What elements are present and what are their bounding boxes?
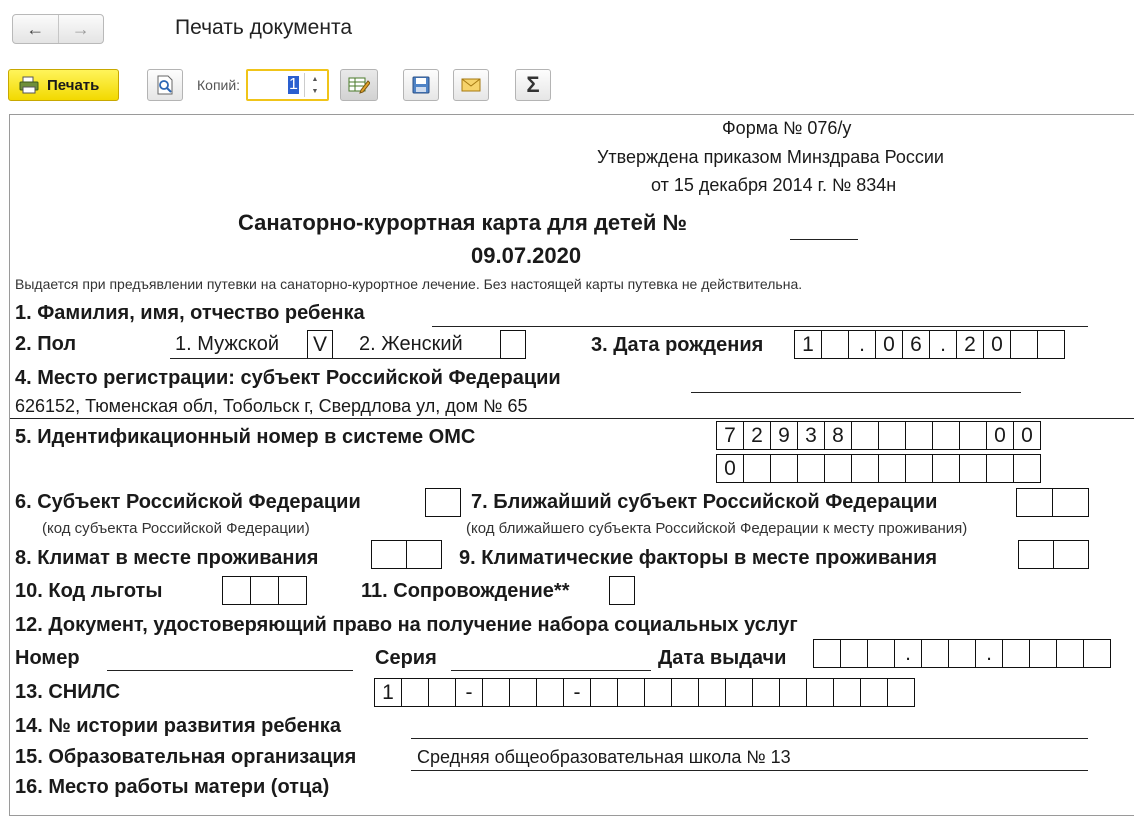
snils-cell	[752, 678, 780, 707]
birth-date-cell	[1037, 330, 1065, 359]
issue-date-label: Дата выдачи	[658, 647, 787, 669]
snils-cell	[779, 678, 807, 707]
approval-line: Утверждена приказом Минздрава России	[597, 147, 944, 167]
print-button[interactable]	[8, 69, 119, 101]
oms-number-cell	[905, 421, 933, 450]
snils-cell	[725, 678, 753, 707]
climate-factors-cell	[1053, 540, 1089, 569]
issue-date-cells	[813, 639, 1111, 668]
birth-date-cell: 2	[956, 330, 984, 359]
window-title: Печать документа	[175, 16, 353, 39]
oms-number-cell	[959, 454, 987, 483]
edit-mode-button[interactable]	[340, 69, 378, 101]
field-child-name-label: 1. Фамилия, имя, отчество ребенка	[15, 302, 365, 324]
snils-cell	[671, 678, 699, 707]
issue-date-cell	[840, 639, 868, 668]
birth-date-cell: 6	[902, 330, 930, 359]
copies-spinner[interactable]	[304, 73, 325, 97]
issue-date-cell	[1056, 639, 1084, 668]
forward-arrow-icon[interactable]: →	[58, 15, 104, 43]
document-preview	[9, 114, 1134, 816]
document-series-label: Серия	[375, 647, 437, 669]
climate-cell	[371, 540, 407, 569]
field-benefit-code-label: 10. Код льготы	[15, 580, 163, 602]
birth-date-cell: 0	[983, 330, 1011, 359]
print-label: Печать	[47, 76, 100, 94]
field-registration-label: 4. Место регистрации: субъект Российской Федерации	[15, 367, 561, 389]
climate-factors-cell	[1018, 540, 1054, 569]
oms-number-cell	[932, 421, 960, 450]
oms-number-cell: 0	[1013, 421, 1041, 450]
validity-note: Выдается при предъявлении путевки на санаторно-курортное лечение. Без настоящей карты путевка не действительна.	[15, 276, 803, 292]
nearest-subject-note: (код ближайшего субъекта Российской Федерации к месту проживания)	[466, 520, 968, 537]
field-nearest-subject-label: 7. Ближайший субъект Российской Федерации	[471, 491, 938, 513]
field-snils-label: 13. СНИЛС	[15, 681, 121, 703]
escort-cell	[609, 576, 635, 605]
email-button[interactable]	[453, 69, 489, 101]
field-history-number-label: 14. № истории развития ребенка	[15, 715, 341, 737]
birth-date-cell: .	[929, 330, 957, 359]
field-child-name-line	[432, 326, 1088, 327]
registration-address: 626152, Тюменская обл, Тобольск г, Свердлова ул, дом № 65	[15, 396, 528, 416]
field-school-label: 15. Образовательная организация	[15, 746, 357, 768]
save-button[interactable]	[403, 69, 439, 101]
sex-female-mark	[500, 330, 526, 359]
birth-date-cell: .	[848, 330, 876, 359]
history-nav	[12, 14, 104, 44]
snils-cell	[644, 678, 672, 707]
snils-cell: -	[563, 678, 591, 707]
printer-icon	[19, 76, 39, 94]
issue-date-cell	[813, 639, 841, 668]
back-arrow-icon[interactable]: ←	[26, 18, 45, 39]
document-number-label: Номер	[15, 647, 80, 669]
card-number-line	[790, 239, 858, 240]
oms-number-cell	[986, 454, 1014, 483]
issue-date-cell: .	[975, 639, 1003, 668]
benefit-code-cell	[222, 576, 251, 605]
benefit-code-cells	[222, 576, 307, 605]
oms-number-cell: 0	[986, 421, 1014, 450]
sex-male-box	[307, 330, 333, 359]
snils-cell	[860, 678, 888, 707]
birth-date-cell	[821, 330, 849, 359]
climate-cells	[371, 540, 442, 569]
oms-number-cell	[932, 454, 960, 483]
document-number-line	[107, 670, 353, 671]
snils-cell	[887, 678, 915, 707]
snils-cell	[401, 678, 429, 707]
document-title: Санаторно-курортная карта для детей №	[238, 210, 688, 235]
snils-cell	[428, 678, 456, 707]
birth-date-cell	[1010, 330, 1038, 359]
oms-number-cell	[878, 454, 906, 483]
oms-number-row-2	[716, 454, 1041, 483]
field-parent-work-label: 16. Место работы матери (отца)	[15, 776, 330, 798]
issue-date-cell	[867, 639, 895, 668]
field-birth-date-label: 3. Дата рождения	[591, 334, 764, 356]
sex-male-mark: V	[307, 330, 333, 359]
spin-down-icon[interactable]: ▼	[311, 87, 319, 95]
sex-female-label: 2. Женский	[359, 333, 463, 355]
nearest-subject-code-cells	[1016, 488, 1089, 517]
oms-number-cell	[743, 454, 771, 483]
history-number-line	[411, 738, 1088, 739]
magnifier-page-icon	[156, 75, 174, 95]
field-social-document-label: 12. Документ, удостоверяющий право на получение набора социальных услуг	[15, 614, 798, 636]
copies-value: 1	[289, 76, 298, 93]
oms-number-cell	[905, 454, 933, 483]
field-climate-factors-label: 9. Климатические факторы в месте проживания	[459, 547, 938, 569]
snils-cell	[698, 678, 726, 707]
copies-label: Копий:	[197, 77, 241, 93]
approval-date-line: от 15 декабря 2014 г. № 834н	[651, 175, 897, 195]
oms-number-cell: 3	[797, 421, 825, 450]
field-subject-label: 6. Субъект Российской Федерации	[15, 491, 361, 513]
oms-number-cell	[878, 421, 906, 450]
school-name: Средняя общеобразовательная школа № 13	[417, 747, 791, 767]
oms-number-cell	[851, 454, 879, 483]
climate-factors-cells	[1018, 540, 1089, 569]
document-date: 09.07.2020	[471, 243, 582, 268]
nearest-subject-cell	[1016, 488, 1053, 517]
birth-date-cell: 1	[794, 330, 822, 359]
sex-male-label: 1. Мужской	[175, 333, 279, 355]
benefit-code-cell	[250, 576, 279, 605]
issue-date-cell	[1002, 639, 1030, 668]
birth-date-cells	[794, 330, 1065, 359]
sum-button[interactable]	[515, 69, 551, 101]
issue-date-cell	[1029, 639, 1057, 668]
oms-number-cell: 7	[716, 421, 744, 450]
table-edit-icon	[348, 76, 370, 94]
snils-cell	[833, 678, 861, 707]
sex-line	[170, 358, 500, 359]
envelope-icon	[461, 78, 481, 92]
snils-cell: 1	[374, 678, 402, 707]
sex-female-box	[500, 330, 526, 359]
nearest-subject-cell	[1052, 488, 1089, 517]
oms-number-cell	[824, 454, 852, 483]
issue-date-cell: .	[894, 639, 922, 668]
school-line	[411, 770, 1088, 771]
oms-number-row-1	[716, 421, 1041, 450]
oms-number-cell: 8	[824, 421, 852, 450]
form-number: Форма № 076/у	[722, 118, 852, 138]
spin-up-icon[interactable]: ▲	[311, 75, 319, 83]
snils-cell	[806, 678, 834, 707]
issue-date-cell	[921, 639, 949, 668]
issue-date-cell	[948, 639, 976, 668]
benefit-code-cell	[278, 576, 307, 605]
oms-number-cell	[1013, 454, 1041, 483]
oms-number-cell	[851, 421, 879, 450]
copies-input[interactable]	[246, 69, 329, 101]
oms-number-cell: 0	[716, 454, 744, 483]
field-sex-label: 2. Пол	[15, 333, 77, 355]
oms-number-cell: 2	[743, 421, 771, 450]
field-climate-label: 8. Климат в месте проживания	[15, 547, 319, 569]
floppy-disk-icon	[412, 76, 430, 94]
subject-code-cell	[425, 488, 461, 517]
snils-cells	[374, 678, 915, 707]
snils-cell	[509, 678, 537, 707]
field-escort-label: 11. Сопровождение**	[361, 580, 570, 602]
oms-number-cell	[797, 454, 825, 483]
snils-cell: -	[455, 678, 483, 707]
field-oms-label: 5. Идентификационный номер в системе ОМС	[15, 426, 476, 448]
oms-number-cell	[959, 421, 987, 450]
escort-box	[609, 576, 635, 605]
issue-date-cell	[1083, 639, 1111, 668]
subject-code-note: (код субъекта Российской Федерации)	[42, 520, 310, 537]
snils-cell	[536, 678, 564, 707]
birth-date-cell: 0	[875, 330, 903, 359]
climate-cell	[406, 540, 442, 569]
address-line	[10, 418, 1134, 419]
oms-number-cell	[770, 454, 798, 483]
snils-cell	[482, 678, 510, 707]
field-registration-line	[691, 392, 1021, 393]
subject-code-box	[425, 488, 461, 517]
preview-button[interactable]	[147, 69, 183, 101]
snils-cell	[590, 678, 618, 707]
snils-cell	[617, 678, 645, 707]
sigma-icon: Σ	[526, 72, 540, 97]
document-series-line	[451, 670, 651, 671]
oms-number-cell: 9	[770, 421, 798, 450]
